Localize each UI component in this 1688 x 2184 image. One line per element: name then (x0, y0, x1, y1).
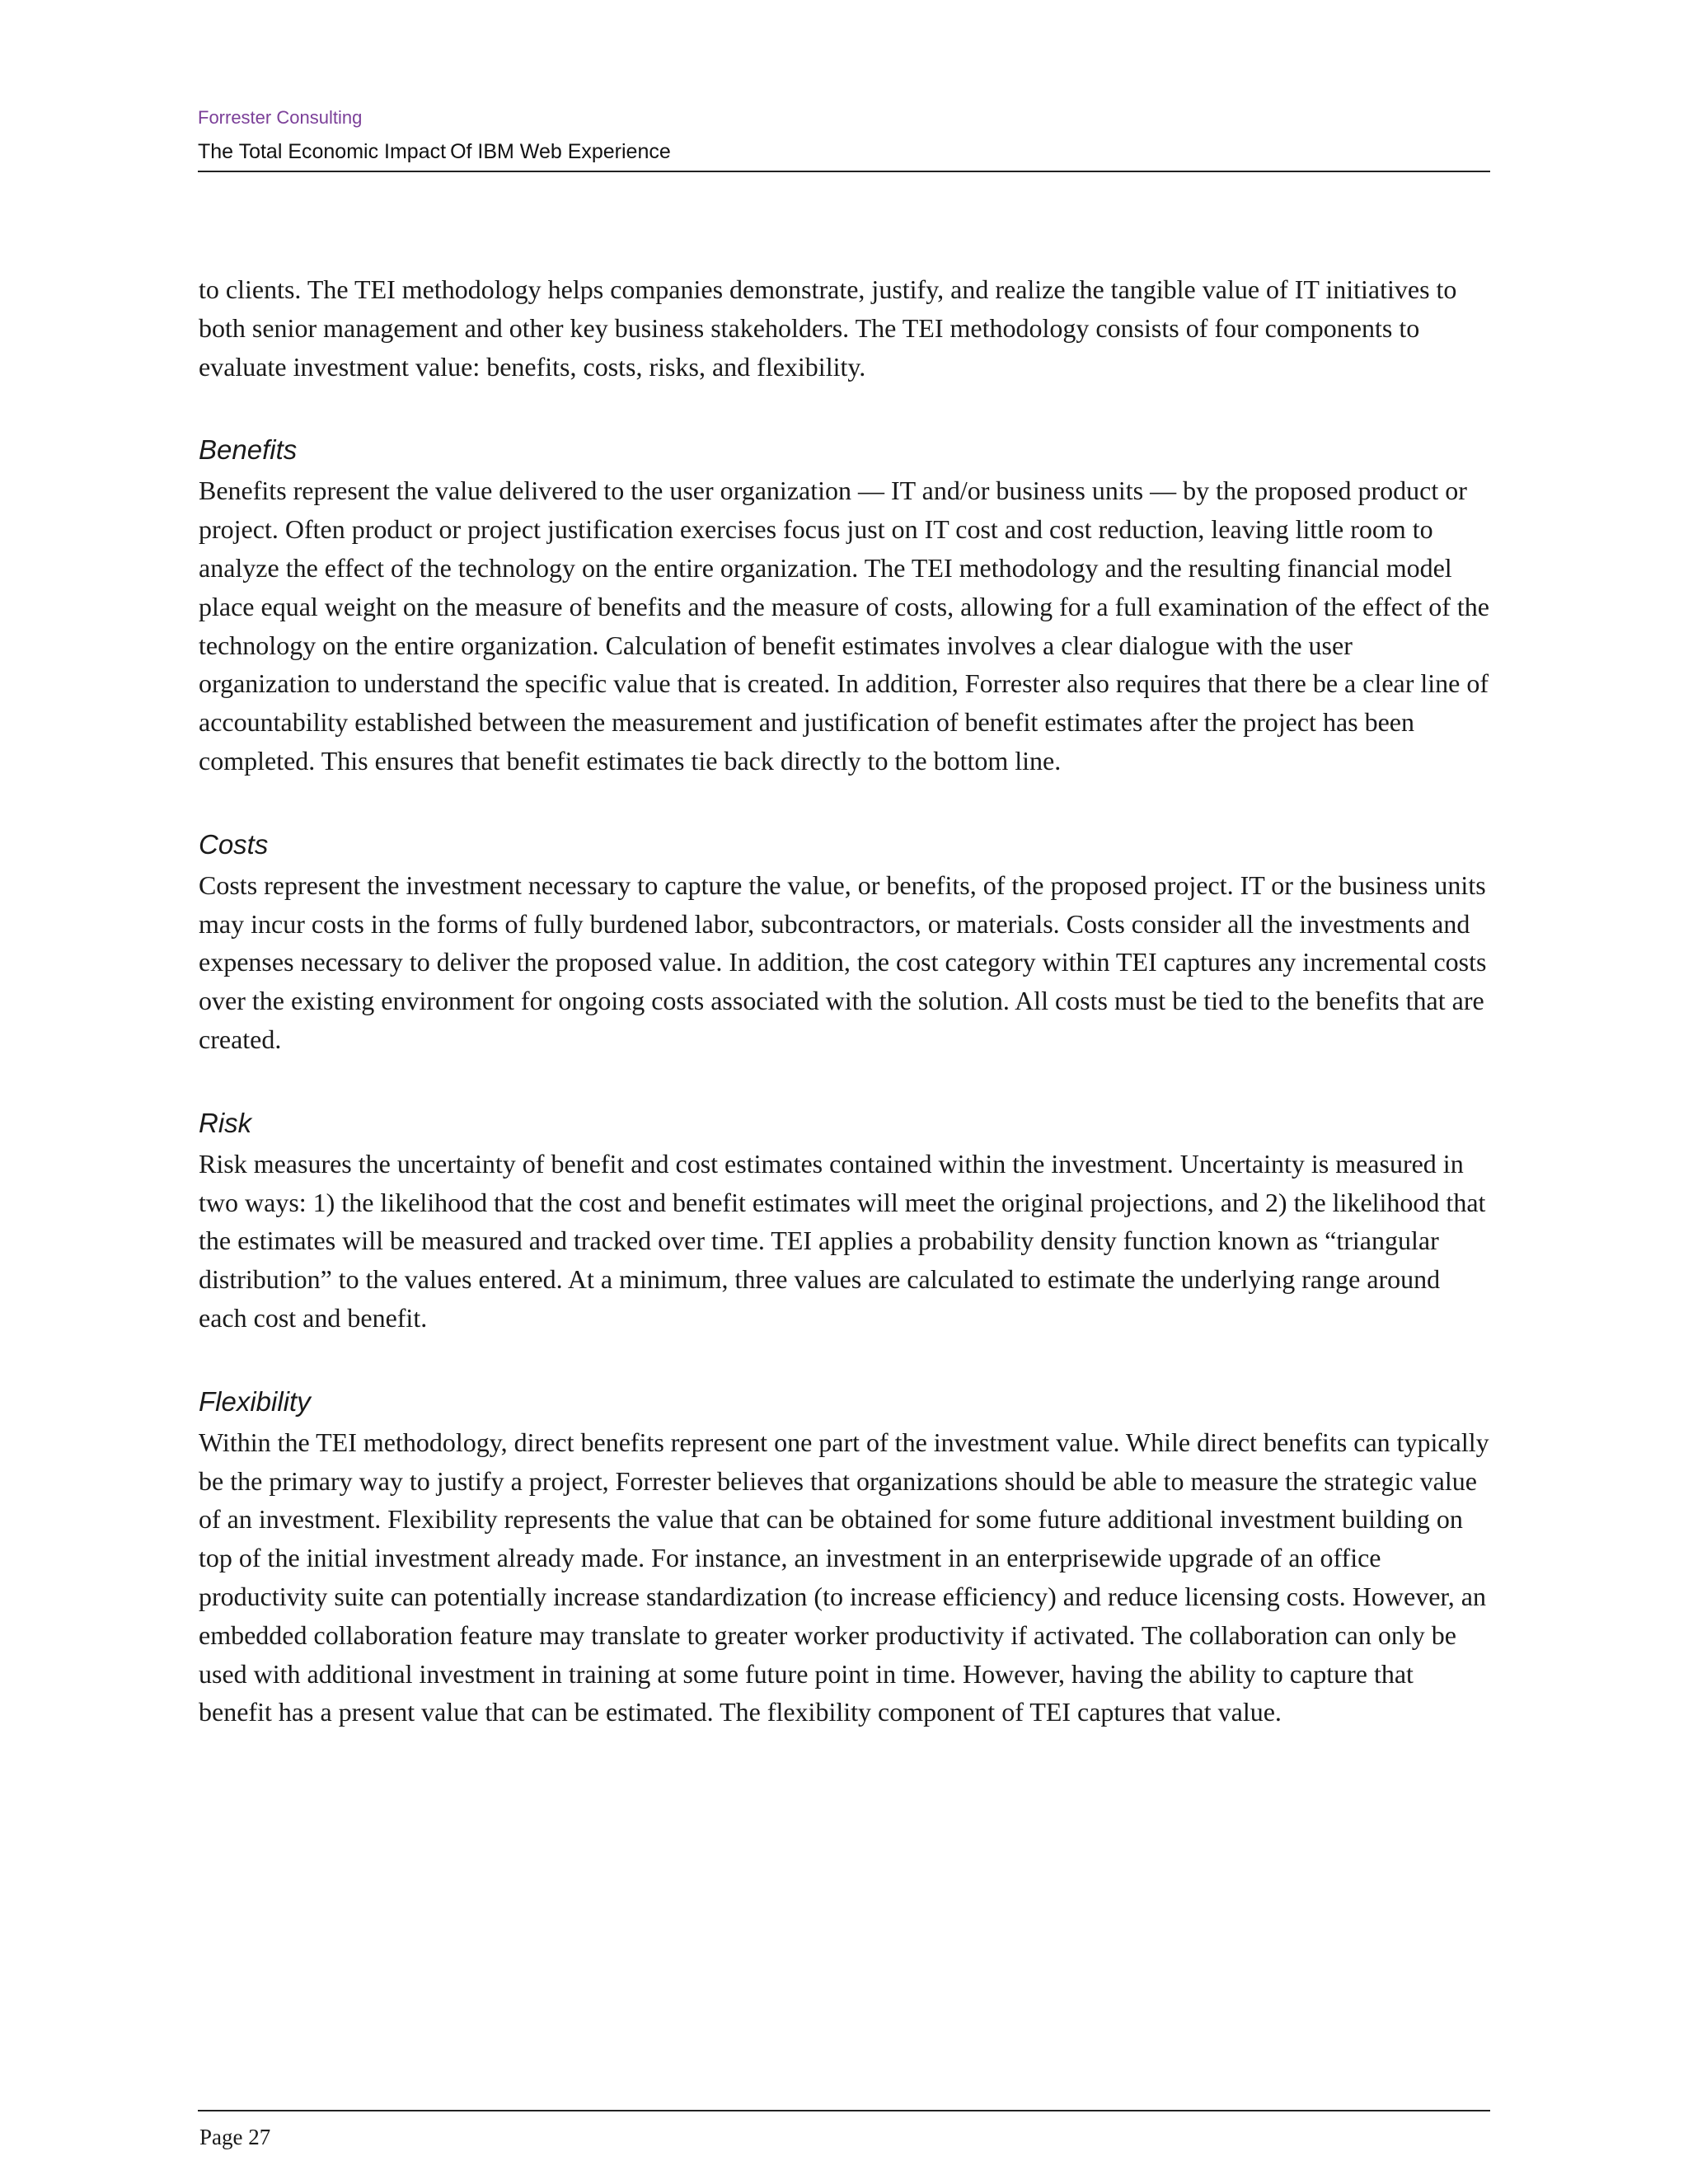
brand-name: Forrester Consulting (198, 107, 363, 128)
header-divider (198, 171, 1490, 172)
section-costs (199, 827, 1489, 1059)
section-benefits (199, 432, 1489, 780)
section-heading-benefits: Benefits (199, 434, 298, 466)
page-number: Page 27 (199, 2125, 271, 2149)
section-heading-costs: Costs (199, 828, 269, 860)
section-flexibility (199, 1384, 1489, 1732)
intro-paragraph: to clients. The TEI methodology helps companies demonstrate, justify, and realize the tangible value of IT initiatives to both senior management and other key business stakeholders. The TEI methodology consists of four components to evaluate investment value: benefits, costs, risks, and flexibility. (199, 274, 1457, 382)
document-title: The Total Economic Impact Of IBM Web Experience (198, 140, 671, 163)
section-body-flexibility: Within the TEI methodology, direct benefits represent one part of the investment value. While direct benefits can typically be the primary way to justify a project, Forrester believes that organizations should be able to measure the strategic value of an investment. Flexibility represents the value that can be obtained for some future additional investment building on top of the initial investment already made. For instance, an investment in an enterprisewide upgrade of an office productivity suite can potentially increase standardization (to increase efficiency) and reduce licensing costs. However, an embedded collaboration feature may translate to greater worker productivity if activated. The collaboration can only be used with additional investment in training at some future point in time. However, having the ability to capture that benefit has a present value that can be estimated. The flexibility component of TEI captures that value. (199, 1427, 1489, 1727)
section-heading-flexibility: Flexibility (199, 1385, 311, 1417)
section-heading-risk: Risk (199, 1107, 252, 1138)
page-header (198, 105, 1490, 166)
section-risk (199, 1105, 1489, 1338)
section-body-costs: Costs represent the investment necessary to capture the value, or benefits, of the proposed project. IT or the business units may incur costs in the forms of fully burdened labor, subcontractors, or materials. Costs consider all the investments and expenses necessary to deliver the proposed value. In addition, the cost category within TEI captures any incremental costs over the existing environment for ongoing costs associated with the solution. All costs must be tied to the benefits that are created. (199, 869, 1487, 1054)
section-body-risk: Risk measures the uncertainty of benefit and cost estimates contained within the investment. Uncertainty is measured in two ways: 1) the likelihood that the cost and benefit estimates will meet the original projections, and 2) the likelihood that the estimates will be measured and tracked over time. TEI applies a probability density function known as “triangular distribution” to the values entered. At a minimum, three values are calculated to estimate the underlying range around each cost and benefit. (199, 1148, 1486, 1333)
page-content (199, 270, 1489, 1732)
section-body-benefits: Benefits represent the value delivered to the user organization — IT and/or business units — by the proposed product or project. Often product or project justification exercises focus just on IT cost and cost reduction, leaving little room to analyze the effect of the technology on the entire organization. The TEI methodology and the resulting financial model place equal weight on the measure of benefits and the measure of costs, allowing for a full examination of the effect of the technology on the entire organization. Calculation of benefit estimates involves a clear dialogue with the user organization to understand the specific value that is created. In addition, Forrester also requires that there be a clear line of accountability established between the measurement and justification of benefit estimates after the project has been completed. This ensures that benefit estimates tie back directly to the bottom line. (199, 476, 1489, 776)
footer-divider (198, 2110, 1490, 2111)
